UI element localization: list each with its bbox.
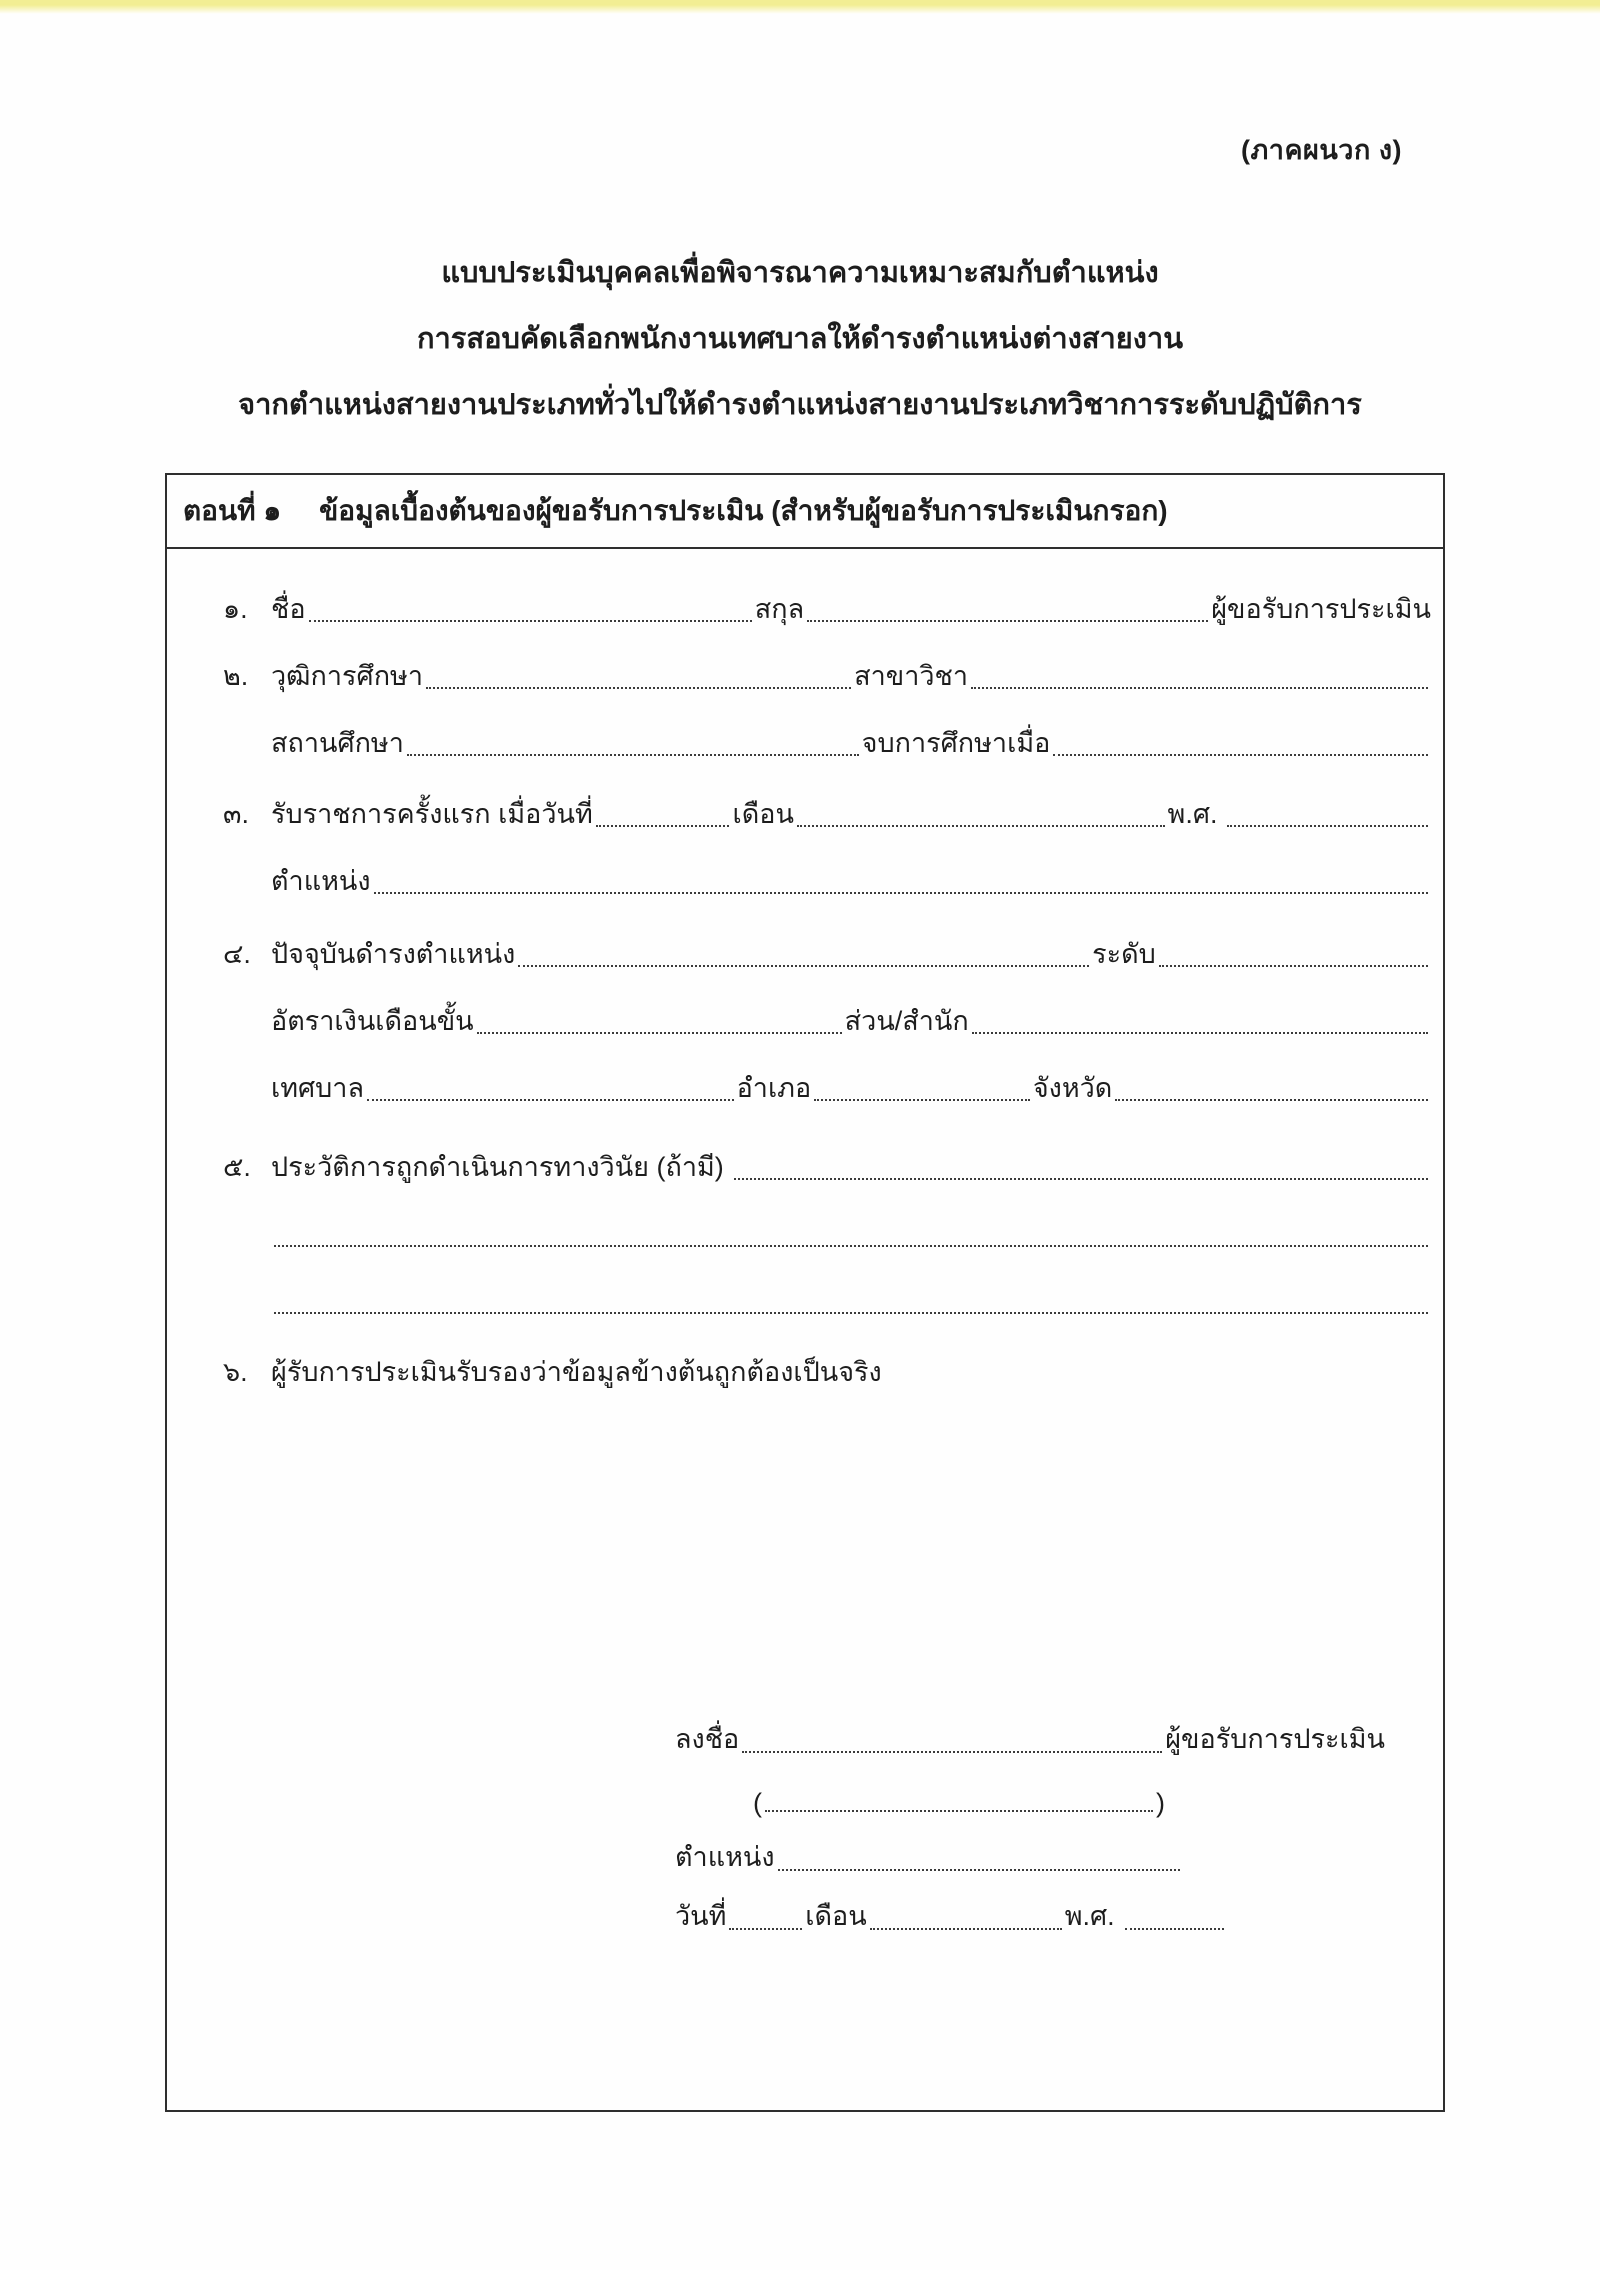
qualification-label: วุฒิการศึกษา bbox=[271, 661, 424, 691]
service-day-blank[interactable] bbox=[596, 824, 730, 827]
signature-month-label: เดือน bbox=[805, 1901, 867, 1931]
signature-block bbox=[675, 1701, 1385, 1937]
signature-blank[interactable] bbox=[742, 1750, 1162, 1753]
item4-number: ๔. bbox=[223, 939, 251, 969]
name-label: ชื่อ bbox=[271, 594, 306, 624]
qualification-blank[interactable] bbox=[426, 686, 851, 689]
section1-number: ตอนที่ ๑ bbox=[183, 495, 282, 526]
district-label: อำเภอ bbox=[736, 1073, 812, 1103]
line-name-surname bbox=[223, 563, 1431, 630]
division-label: ส่วน/สำนัก bbox=[844, 1006, 969, 1036]
item1-number: ๑. bbox=[223, 594, 248, 624]
item2-number: ๒. bbox=[223, 661, 249, 691]
paren-close: ) bbox=[1156, 1788, 1165, 1818]
signature-assessee-label: ผู้ขอรับการประเมิน bbox=[1165, 1724, 1385, 1754]
province-label: จังหวัด bbox=[1032, 1073, 1113, 1103]
disciplinary-history-blank-3[interactable] bbox=[274, 1311, 1428, 1314]
line-current-position bbox=[223, 908, 1431, 975]
institution-blank[interactable] bbox=[407, 753, 859, 756]
assessee-suffix-label: ผู้ขอรับการประเมิน bbox=[1211, 594, 1431, 624]
graduated-on-blank[interactable] bbox=[1053, 753, 1428, 756]
disciplinary-history-blank-1[interactable] bbox=[734, 1177, 1428, 1180]
signature-line bbox=[675, 1701, 1385, 1760]
municipality-label: เทศบาล bbox=[271, 1073, 365, 1103]
disciplinary-history-label: ประวัติการถูกดำเนินการทางวินัย (ถ้ามี) bbox=[271, 1152, 724, 1182]
district-blank[interactable] bbox=[814, 1098, 1030, 1101]
signature-year-blank[interactable] bbox=[1125, 1927, 1224, 1930]
line-disciplinary-history bbox=[223, 1121, 1431, 1188]
line-disciplinary-continuation-1 bbox=[271, 1188, 1431, 1255]
name-blank[interactable] bbox=[309, 619, 752, 622]
sign-label: ลงชื่อ bbox=[675, 1724, 740, 1754]
signature-position-line bbox=[675, 1819, 1183, 1878]
surname-label: สกุล bbox=[754, 594, 805, 624]
form-title-line-1: แบบประเมินบุคคลเพื่อพิจารณาความเหมาะสมกับตำแหน่ง bbox=[441, 257, 1159, 289]
major-label: สาขาวิชา bbox=[854, 661, 969, 691]
signature-position-label: ตำแหน่ง bbox=[675, 1842, 775, 1872]
signature-name-line bbox=[753, 1760, 1165, 1819]
line-disciplinary-continuation-2 bbox=[271, 1255, 1431, 1322]
first-service-label: รับราชการครั้งแรก เมื่อวันที่ bbox=[271, 799, 593, 829]
level-blank[interactable] bbox=[1159, 964, 1428, 967]
appendix-label: (ภาคผนวก ง) bbox=[1241, 135, 1402, 165]
paren-open: ( bbox=[753, 1788, 762, 1818]
division-blank[interactable] bbox=[972, 1031, 1428, 1034]
line-salary-division bbox=[271, 975, 1431, 1042]
service-year-blank[interactable] bbox=[1227, 824, 1428, 827]
first-position-blank[interactable] bbox=[374, 891, 1428, 894]
signature-date-label: วันที่ bbox=[675, 1901, 727, 1931]
signature-day-blank[interactable] bbox=[729, 1927, 802, 1930]
item3-number: ๓. bbox=[223, 799, 249, 829]
line-first-position bbox=[271, 835, 1431, 902]
institution-label: สถานศึกษา bbox=[271, 728, 404, 758]
signature-date-line bbox=[675, 1878, 1227, 1937]
item6-number: ๖. bbox=[223, 1357, 248, 1387]
salary-step-label: อัตราเงินเดือนขั้น bbox=[271, 1006, 474, 1036]
surname-blank[interactable] bbox=[807, 619, 1208, 622]
major-blank[interactable] bbox=[971, 686, 1428, 689]
first-position-label: ตำแหน่ง bbox=[271, 866, 371, 896]
current-position-blank[interactable] bbox=[518, 964, 1089, 967]
service-era-label: พ.ศ. bbox=[1167, 799, 1218, 829]
line-certification bbox=[223, 1326, 1431, 1393]
signature-month-blank[interactable] bbox=[870, 1927, 1062, 1930]
certification-label: ผู้รับการประเมินรับรองว่าข้อมูลข้างต้นถูกต้องเป็นจริง bbox=[271, 1357, 882, 1387]
signature-position-blank[interactable] bbox=[778, 1868, 1180, 1871]
line-institution-graduated bbox=[271, 697, 1431, 764]
section1-title: ข้อมูลเบื้องต้นของผู้ขอรับการประเมิน (สำหรับผู้ขอรับการประเมินกรอก) bbox=[319, 495, 1168, 526]
section1-header bbox=[167, 475, 1443, 549]
section1-box bbox=[165, 473, 1445, 2112]
signature-era-label: พ.ศ. bbox=[1064, 1901, 1115, 1931]
section1-body bbox=[167, 549, 1443, 1937]
graduated-on-label: จบการศึกษาเมื่อ bbox=[861, 728, 1051, 758]
form-title bbox=[0, 240, 1600, 438]
service-month-label: เดือน bbox=[732, 799, 794, 829]
line-qualification-major bbox=[223, 630, 1431, 697]
service-month-blank[interactable] bbox=[797, 824, 1165, 827]
form-title-line-3: จากตำแหน่งสายงานประเภททั่วไปให้ดำรงตำแหน่งสายงานประเภทวิชาการระดับปฏิบัติการ bbox=[238, 389, 1362, 421]
salary-step-blank[interactable] bbox=[477, 1031, 842, 1034]
item5-number: ๕. bbox=[223, 1152, 251, 1182]
line-first-service bbox=[223, 768, 1431, 835]
level-label: ระดับ bbox=[1092, 939, 1156, 969]
scan-top-strip bbox=[0, 0, 1600, 14]
form-title-line-2: การสอบคัดเลือกพนักงานเทศบาลให้ดำรงตำแหน่งต่างสายงาน bbox=[416, 323, 1184, 355]
current-position-label: ปัจจุบันดำรงตำแหน่ง bbox=[271, 939, 516, 969]
line-municipality-district-province bbox=[271, 1042, 1431, 1109]
municipality-blank[interactable] bbox=[367, 1098, 734, 1101]
province-blank[interactable] bbox=[1115, 1098, 1428, 1101]
signature-name-blank[interactable] bbox=[765, 1809, 1153, 1812]
disciplinary-history-blank-2[interactable] bbox=[274, 1244, 1428, 1247]
